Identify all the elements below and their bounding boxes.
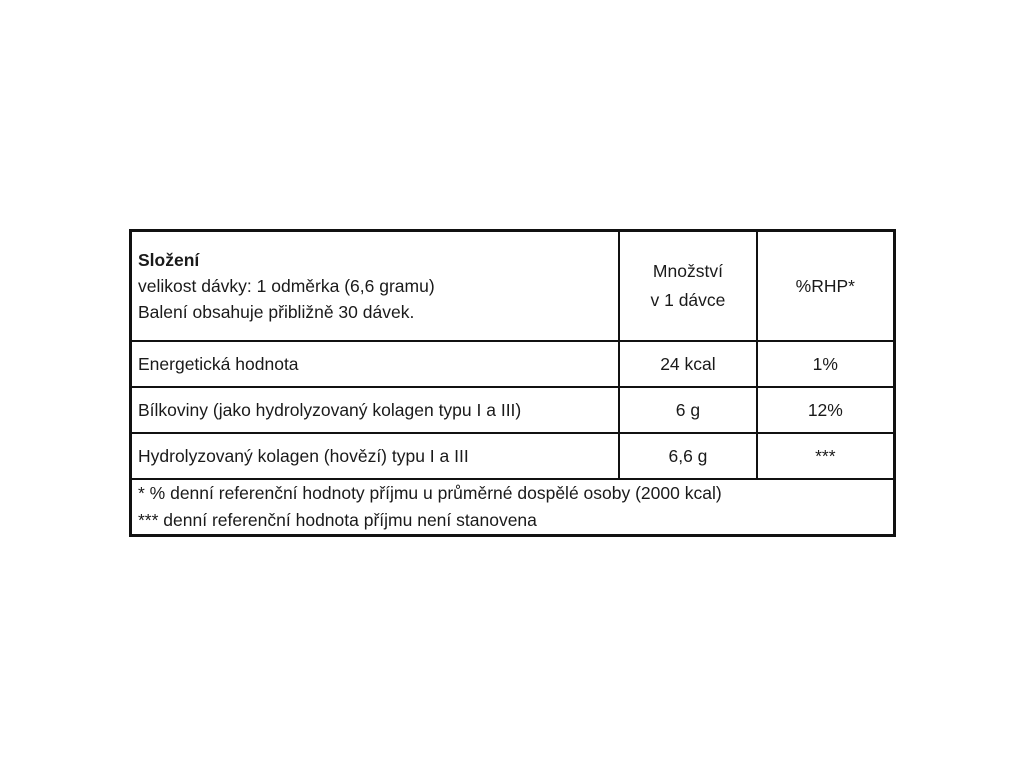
header-description-cell	[131, 231, 620, 342]
amount-header-line2: v 1 dávce	[650, 290, 726, 310]
table-header-row	[131, 231, 895, 342]
row-rhp: 1%	[757, 341, 895, 387]
row-amount: 6 g	[619, 387, 756, 433]
table-row	[131, 433, 895, 479]
amount-header-line1: Množství	[652, 261, 723, 282]
header-amount-cell	[619, 231, 756, 342]
servings-per-pack: Balení obsahuje přibližně 30 dávek.	[138, 302, 415, 323]
table-title: Složení	[138, 249, 200, 270]
table-row	[131, 387, 895, 433]
row-rhp: ***	[757, 433, 895, 479]
row-name: Bílkoviny (jako hydrolyzovaný kolagen typu I a III)	[131, 387, 620, 433]
nutrition-table	[129, 229, 896, 537]
footnote-cell	[131, 479, 895, 536]
footnote-row	[131, 479, 895, 536]
serving-size: velikost dávky: 1 odměrka (6,6 gramu)	[138, 275, 435, 296]
row-amount: 24 kcal	[619, 341, 756, 387]
row-amount: 6,6 g	[619, 433, 756, 479]
row-name: Energetická hodnota	[131, 341, 620, 387]
row-rhp: 12%	[757, 387, 895, 433]
table-row	[131, 341, 895, 387]
header-rhp-cell: %RHP*	[757, 231, 895, 342]
footnote-not-established: *** denní referenční hodnota příjmu není stanovena	[138, 510, 537, 531]
row-name: Hydrolyzovaný kolagen (hovězí) typu I a III	[131, 433, 620, 479]
footnote-rhp: * % denní referenční hodnoty příjmu u průměrné dospělé osoby (2000 kcal)	[138, 483, 722, 503]
